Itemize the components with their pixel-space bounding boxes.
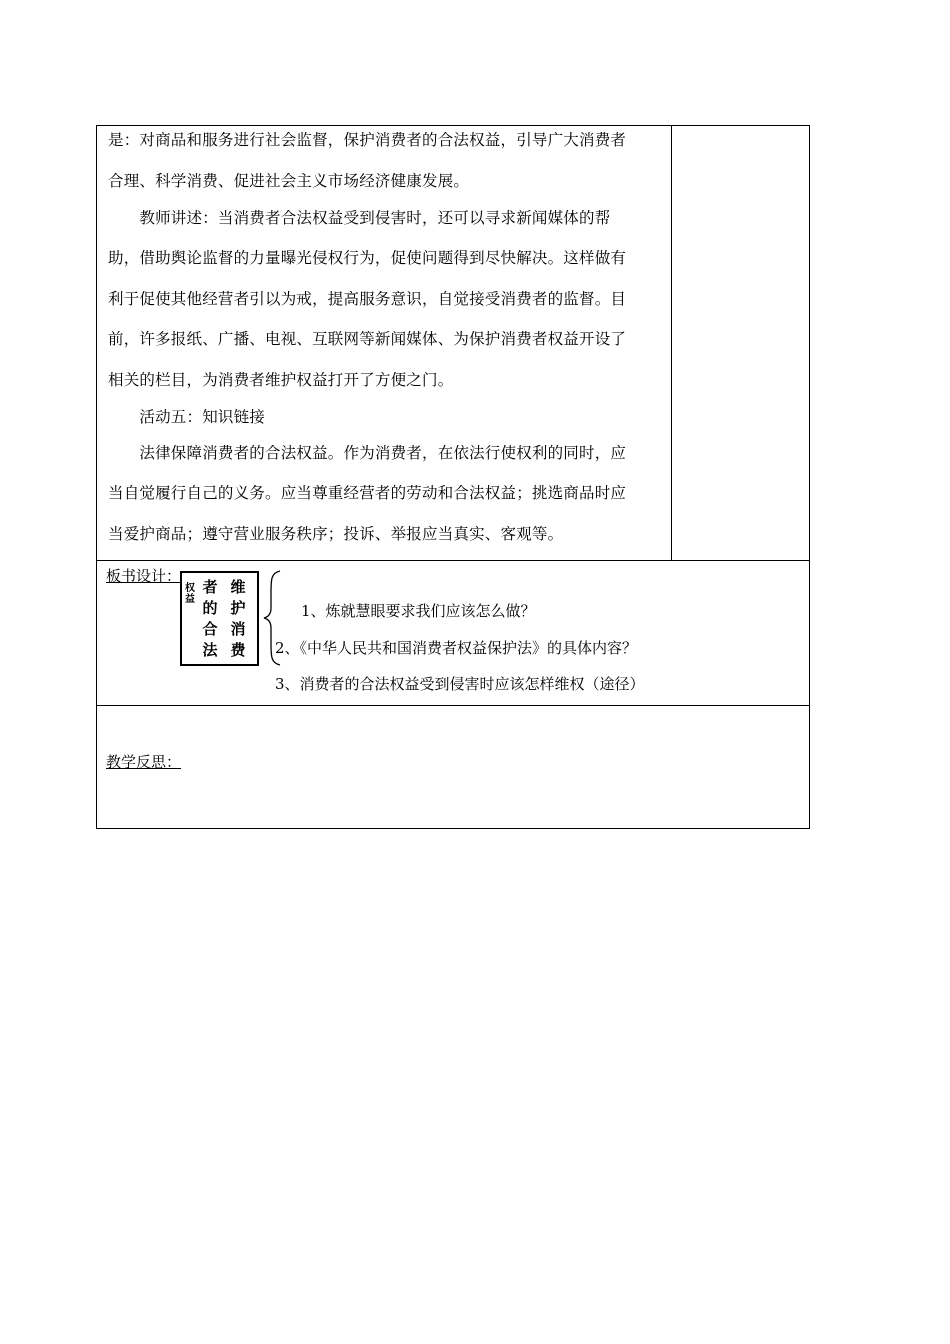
board-title-char: 法 (202, 641, 218, 659)
board-title-char: 费 (230, 641, 246, 659)
board-item: 3、消费者的合法权益受到侵害时应该怎样维权（途径） (275, 675, 645, 693)
text-line: 前，许多报纸、广播、电视、互联网等新闻媒体、为保护消费者权益开设了 (108, 330, 627, 348)
board-title-char: 合 (202, 620, 218, 638)
board-title-char: 的 (202, 599, 218, 617)
board-title-column-1 (229, 577, 247, 661)
lesson-text-cell (97, 126, 672, 560)
lesson-table (96, 125, 810, 829)
text-line: 当自觉履行自己的义务。应当尊重经营者的劳动和合法权益；挑选商品时应 (108, 484, 627, 502)
board-title-column-2 (201, 577, 219, 661)
text-line: 合理、科学消费、促进社会主义市场经济健康发展。 (108, 172, 470, 190)
reflection-row (97, 706, 809, 828)
board-item: 1、炼就慧眼要求我们应该怎么做？ (301, 602, 536, 620)
lesson-content-row (97, 126, 809, 561)
board-design-label: 板书设计： (106, 567, 182, 585)
text-line: 活动五：知识链接 (108, 408, 266, 426)
board-design-row (97, 560, 809, 706)
board-title-char: 护 (230, 599, 246, 617)
text-line: 利于促使其他经营者引以为戒，提高服务意识，自觉接受消费者的监督。目 (108, 290, 627, 308)
board-title-char: 维 (230, 578, 246, 596)
text-line: 教师讲述：当消费者合法权益受到侵害时，还可以寻求新闻媒体的帮 (108, 209, 611, 227)
board-title-char: 消 (230, 620, 246, 638)
text-line: 当爱护商品；遵守营业服务秩序；投诉、举报应当真实、客观等。 (108, 525, 564, 543)
text-line: 法律保障消费者的合法权益。作为消费者，在依法行使权利的同时，应 (108, 444, 627, 462)
board-title-char: 者 (202, 578, 218, 596)
board-item: 2、《中华人民共和国消费者权益保护法》的具体内容？ (275, 639, 638, 657)
text-line: 相关的栏目，为消费者维护权益打开了方便之门。 (108, 371, 454, 389)
text-line: 助，借助舆论监督的力量曝光侵权行为，促使问题得到尽快解决。这样做有 (108, 249, 627, 267)
text-line: 是：对商品和服务进行社会监督，保护消费者的合法权益，引导广大消费者 (108, 131, 627, 149)
board-title-fragment: 权益 (185, 583, 195, 605)
reflection-label: 教学反思： (106, 753, 182, 771)
board-title-box (180, 571, 259, 666)
